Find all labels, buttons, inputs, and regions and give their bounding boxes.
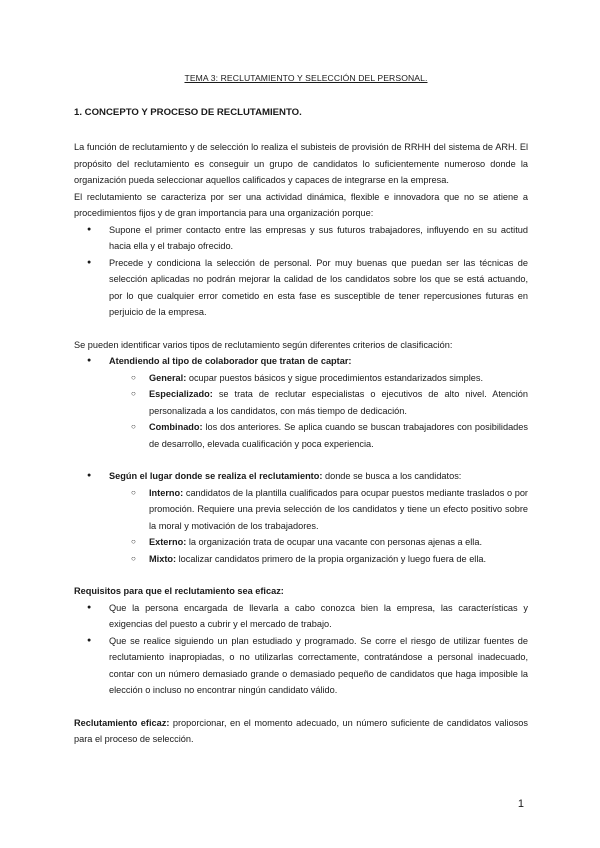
list-item: ● Precede y condiciona la selección de personal. Por muy buenas que puedan ser las técnicas de selección aplicadas no podrán mejorar la calidad de los candidatos sobre los que se está actuando, por lo que cualquier error cometido en esta fase es susceptible de tener repercusiones futuras en perjuicio de la empresa. <box>74 255 528 321</box>
collaborator-types-list <box>74 370 528 453</box>
list-item: ○ Interno: candidatos de la plantilla cualificados para ocupar puestos mediante traslados o por promoción. Requiere una previa selección de los candidatos y tiene un efecto positivo sobre la moral y motivación de los trabajadores. <box>109 485 528 535</box>
requirements-heading: Requisitos para que el reclutamiento sea eficaz: <box>74 586 284 596</box>
criteria-item: ● Atendiendo al tipo de colaborador que tratan de captar: <box>74 353 528 370</box>
list-item: ● Supone el primer contacto entre las empresas y sus futuros trabajadores, influyendo en su actitud hacia ella y el trabajo ofrecido. <box>74 222 528 255</box>
criteria-item: ● Según el lugar donde se realiza el reclutamiento: donde se busca a los candidatos: <box>74 468 528 485</box>
paragraph-types: Se pueden identificar varios tipos de reclutamiento según diferentes criterios de clasificación: <box>74 339 453 350</box>
list-item: ○ Externo: la organización trata de ocupar una vacante con personas ajenas a ella. <box>109 534 528 551</box>
document-title: TEMA 3: RECLUTAMIENTO Y SELECCIÓN DEL PERSONAL. <box>184 73 428 83</box>
list-item: ○ General: ocupar puestos básicos y sigue procedimientos estandarizados simples. <box>109 370 528 387</box>
paragraph-characteristics: El reclutamiento se caracteriza por ser una actividad dinámica, flexible e innovadora que no se atiene a procedimientos fijos y de gran importancia para una organización porque: <box>74 191 528 218</box>
list-item: ● Que la persona encargada de llevarla a cabo conozca bien la empresa, las características y exigencias del puesto a cubrir y el mercado de trabajo. <box>74 600 528 633</box>
document-page <box>74 70 528 748</box>
location-types-list <box>74 485 528 568</box>
page-number: 1 <box>517 798 524 810</box>
list-item: ○ Especializado: se trata de reclutar especialistas o ejecutivos de alto nivel. Atención personalizada a los candidatos, con más tiempo de dedicación. <box>109 386 528 419</box>
criteria-list-location <box>74 468 528 485</box>
section-heading: 1. CONCEPTO Y PROCESO DE RECLUTAMIENTO. <box>74 106 302 118</box>
list-item: ● Que se realice siguiendo un plan estudiado y programado. Se corre el riesgo de utilizar fuentes de reclutamiento inapropiadas, o no utilizarlas correctamente, contratándose a personal inadecuado, contar con un número demasiado grande o demasiado pequeño de candidatos que haga imposible la elección o incluso no encontrar ningún candidato válido. <box>74 633 528 699</box>
list-item: ○ Mixto: localizar candidatos primero de la propia organización y luego fuera de ella. <box>109 551 528 568</box>
requirements-list <box>74 600 528 699</box>
list-item: ○ Combinado: los dos anteriores. Se aplica cuando se buscan trabajadores con posibilidades de desarrollo, elevada cualificación y poca experiencia. <box>109 419 528 452</box>
paragraph-intro: La función de reclutamiento y de selección lo realiza el subisteis de provisión de RRHH del sistema de ARH. El propósito del reclutamiento es conseguir un grupo de candidatos lo suficientemente numeroso donde la organización pueda seleccionar aquellos calificados y capaces de integrarse en la empresa. <box>74 142 528 185</box>
effective-recruitment-definition: Reclutamiento eficaz: proporcionar, en el momento adecuado, un número suficiente de candidatos valiosos para el proceso de selección. <box>74 717 528 744</box>
importance-list <box>74 222 528 321</box>
criteria-list-collaborator <box>74 353 528 370</box>
